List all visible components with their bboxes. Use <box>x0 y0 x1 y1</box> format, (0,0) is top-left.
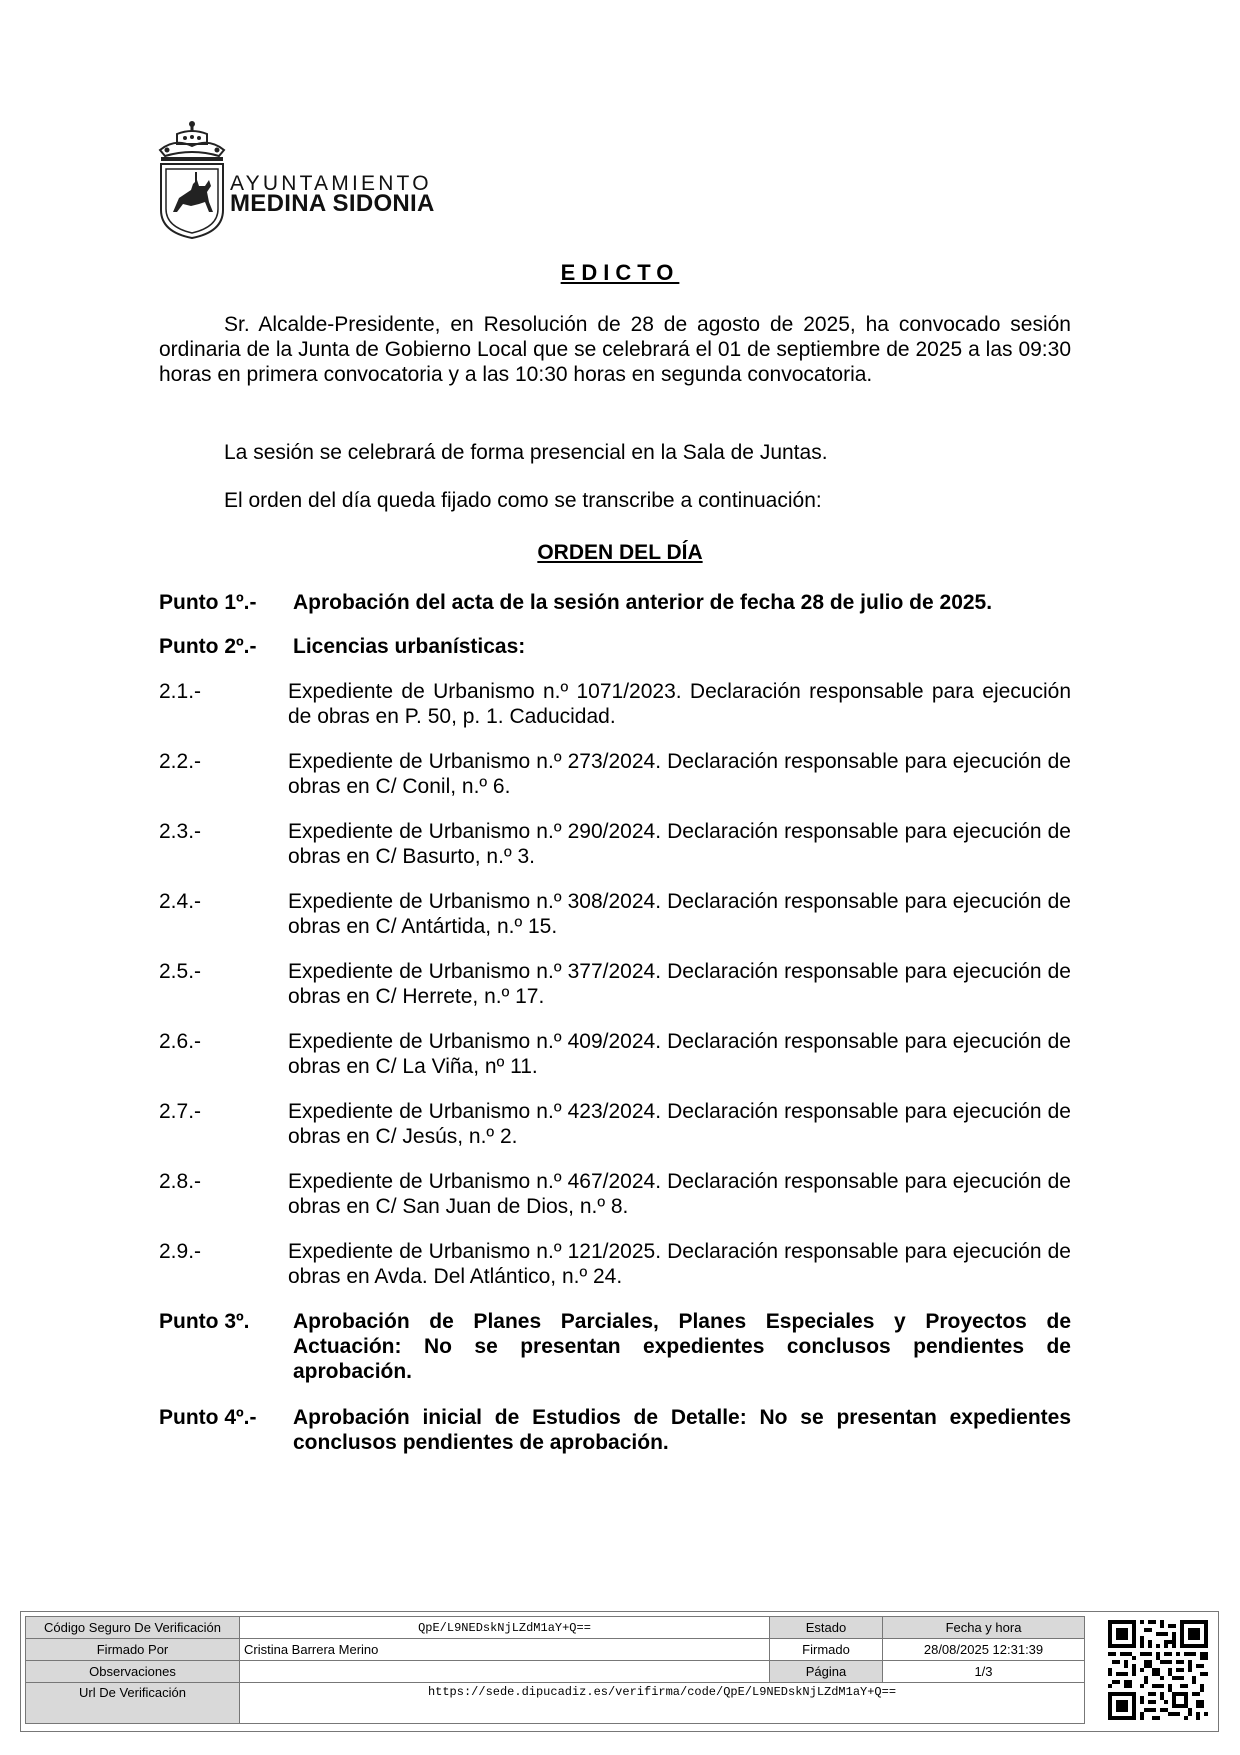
subpoint-text: Expediente de Urbanismo n.º 409/2024. Declaración responsable para ejecución de obras en C/ La Viña, nº 11. <box>288 1030 1071 1078</box>
municipal-logo <box>155 120 465 240</box>
agenda-intro-paragraph: El orden del día queda fijado como se transcribe a continuación: <box>224 489 822 512</box>
point-number: Punto 1º.- <box>159 591 257 614</box>
intro-paragraph: Sr. Alcalde-Presidente, en Resolución de 28 de agosto de 2025, ha convocado sesión ordinaria de la Junta de Gobierno Local que se celebrará el 01 de septiembre de 2025 a las 09:30 horas en primera convocatoria y a las 10:30 horas en segunda convocatoria. <box>159 313 1071 386</box>
observaciones-label: Observaciones <box>26 1661 240 1683</box>
subpoint-number: 2.4.- <box>159 890 202 913</box>
session-place-paragraph: La sesión se celebrará de forma presencial en la Sala de Juntas. <box>224 441 828 464</box>
subpoint-text: Expediente de Urbanismo n.º 121/2025. Declaración responsable para ejecución de obras en Avda. Del Atlántico, n.º 24. <box>288 1240 1071 1288</box>
pagina-label: Página <box>770 1661 883 1683</box>
subpoint-number: 2.5.- <box>159 960 202 983</box>
subpoint-text: Expediente de Urbanismo n.º 467/2024. Declaración responsable para ejecución de obras en C/ San Juan de Dios, n.º 8. <box>288 1170 1071 1218</box>
coat-of-arms-icon <box>155 120 230 240</box>
csv-value[interactable]: QpE/L9NEDskNjLZdM1aY+Q== <box>240 1617 770 1639</box>
firmado-por-value: Cristina Barrera Merino <box>240 1639 770 1661</box>
observaciones-value <box>240 1661 770 1683</box>
pagina-value: 1/3 <box>883 1661 1085 1683</box>
subpoint-number: 2.9.- <box>159 1240 202 1263</box>
verification-table <box>25 1616 1085 1724</box>
logo-text-medina-sidonia: MEDINA SIDONIA <box>230 190 435 217</box>
url-label: Url De Verificación <box>26 1683 240 1724</box>
subpoint-text: Expediente de Urbanismo n.º 423/2024. Declaración responsable para ejecución de obras en C/ Jesús, n.º 2. <box>288 1100 1071 1148</box>
agenda-title: ORDEN DEL DÍA <box>537 541 703 564</box>
point-number: Punto 2º.- <box>159 635 257 658</box>
estado-value: Firmado <box>770 1639 883 1661</box>
point-text: Aprobación de Planes Parciales, Planes Especiales y Proyectos de Actuación: No se presentan expedientes conclusos pendientes de aprobación. <box>293 1310 1071 1383</box>
subpoint-text: Expediente de Urbanismo n.º 1071/2023. Declaración responsable para ejecución de obras en P. 50, p. 1. Caducidad. <box>288 680 1071 728</box>
subpoint-number: 2.6.- <box>159 1030 202 1053</box>
subpoint-number: 2.7.- <box>159 1100 202 1123</box>
logo-text-ayuntamiento: AYUNTAMIENTO <box>230 172 432 195</box>
subpoint-text: Expediente de Urbanismo n.º 377/2024. Declaración responsable para ejecución de obras en C/ Herrete, n.º 17. <box>288 960 1071 1008</box>
csv-label: Código Seguro De Verificación <box>26 1617 240 1639</box>
subpoint-text: Expediente de Urbanismo n.º 273/2024. Declaración responsable para ejecución de obras en C/ Conil, n.º 6. <box>288 750 1071 798</box>
document-title: EDICTO <box>560 260 680 285</box>
subpoint-number: 2.1.- <box>159 680 202 703</box>
firmado-por-label: Firmado Por <box>26 1639 240 1661</box>
subpoint-text: Expediente de Urbanismo n.º 290/2024. Declaración responsable para ejecución de obras en C/ Basurto, n.º 3. <box>288 820 1071 868</box>
subpoint-text: Expediente de Urbanismo n.º 308/2024. Declaración responsable para ejecución de obras en C/ Antártida, n.º 15. <box>288 890 1071 938</box>
point-text: Licencias urbanísticas: <box>293 635 526 658</box>
subpoint-number: 2.3.- <box>159 820 202 843</box>
point-text: Aprobación inicial de Estudios de Detalle: No se presentan expedientes conclusos pendientes de aprobación. <box>293 1406 1071 1454</box>
subpoint-number: 2.8.- <box>159 1170 202 1193</box>
fecha-label: Fecha y hora <box>883 1617 1085 1639</box>
point-number: Punto 3º. <box>159 1310 250 1333</box>
url-value[interactable]: https://sede.dipucadiz.es/verifirma/code/QpE/L9NEDskNjLZdM1aY+Q== <box>240 1683 1085 1724</box>
subpoint-number: 2.2.- <box>159 750 202 773</box>
point-number: Punto 4º.- <box>159 1406 257 1429</box>
fecha-value: 28/08/2025 12:31:39 <box>883 1639 1085 1661</box>
point-text: Aprobación del acta de la sesión anterior de fecha 28 de julio de 2025. <box>293 591 993 614</box>
estado-label: Estado <box>770 1617 883 1639</box>
verification-footer <box>20 1611 1219 1732</box>
qr-code-icon[interactable] <box>1108 1620 1208 1720</box>
